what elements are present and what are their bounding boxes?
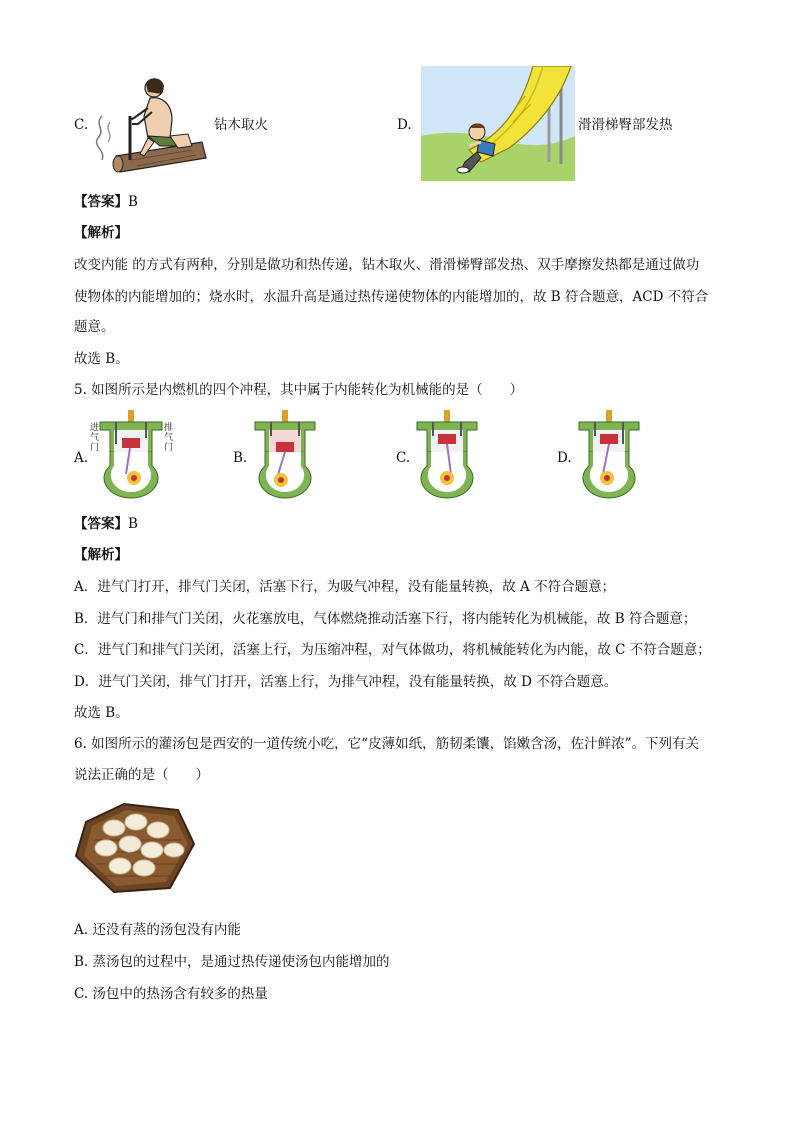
q6-option-c: C. 汤包中的热汤含有较多的热量 — [74, 986, 268, 1002]
q4-answer — [74, 193, 138, 211]
q4-analysis-line: 题意。 — [74, 319, 115, 335]
q4-analysis-line: 使物体的内能增加的；烧水时，水温升高是通过热传递使物体的内能增加的，故 B 符合题意，ACD 不符合 — [74, 289, 709, 305]
q5-option-d-letter: D. — [557, 450, 572, 466]
svg-text:气: 气 — [90, 432, 100, 442]
q4-analysis-tag: 【解析】 — [74, 225, 128, 241]
engine-diagram-a — [86, 408, 176, 500]
intake-label: 进 — [90, 422, 100, 432]
q5-analysis-line: D．进气门关闭，排气门打开，活塞上行，为排气冲程，没有能量转换，故 D 不符合题意。 — [74, 674, 618, 690]
answer-tag: 【答案】 — [74, 194, 128, 210]
q5-option-a-letter: A. — [74, 450, 89, 466]
drilling-fire-illustration — [92, 76, 210, 176]
engine-diagram-d — [571, 408, 647, 500]
q6-option-b: B. 蒸汤包的过程中，是通过热传递使汤包内能增加的 — [74, 954, 390, 970]
q6-stem-line1: 6. 如图所示的灌汤包是西安的一道传统小吃，它“皮薄如纸，筋韧柔馕，馅嫩含汤，佐汁鲜浓”。下列有关 — [74, 736, 699, 752]
q4-analysis-line: 改变内能 的方式有两种，分别是做功和热传递，钻木取火、滑滑梯臀部发热、双手摩擦发热都是通过做功 — [74, 257, 700, 273]
q5-answer — [74, 515, 138, 533]
engine-diagram-c — [409, 408, 485, 500]
q5-option-b-letter: B. — [233, 450, 248, 466]
engine-diagram-b — [247, 408, 323, 500]
q5-valve-labels — [86, 408, 87, 409]
q6-stem-line2: 说法正确的是（ ） — [74, 767, 209, 783]
answer-value: B — [128, 194, 138, 210]
svg-text:气: 气 — [164, 432, 174, 442]
q5-analysis-tag: 【解析】 — [74, 547, 128, 563]
q5-analysis-line: C．进气门和排气门关闭，活塞上行，为压缩冲程，对气体做功，将机械能转化为内能，故 C 不符合题意； — [74, 642, 711, 658]
q5-analysis-line: A．进气门打开，排气门关闭，活塞下行，为吸气冲程，没有能量转换，故 A 不符合题意； — [74, 579, 616, 595]
q4-conclusion: 故选 B。 — [74, 351, 129, 367]
answer-tag: 【答案】 — [74, 516, 128, 532]
q5-stem: 5. 如图所示是内燃机的四个冲程，其中属于内能转化为机械能的是（ ） — [74, 382, 524, 398]
svg-text:门: 门 — [90, 442, 100, 452]
slide-illustration — [421, 66, 575, 181]
q4-option-c-text: 钻木取火 — [214, 117, 268, 133]
exhaust-label: 排 — [164, 422, 174, 432]
q5-conclusion: 故选 B。 — [74, 705, 129, 721]
q4-option-d-letter: D. — [397, 117, 412, 133]
soup-dumplings-photo — [74, 800, 196, 894]
answer-value: B — [128, 516, 138, 532]
q5-option-c-letter: C. — [396, 450, 411, 466]
q5-analysis-line: B．进气门和排气门关闭，火花塞放电，气体燃烧推动活塞下行，将内能转化为机械能，故 B 符合题意； — [74, 611, 697, 627]
svg-text:门: 门 — [164, 442, 174, 452]
q4-option-c-letter: C. — [74, 117, 89, 133]
q4-option-d-text: 滑滑梯臀部发热 — [578, 117, 673, 133]
q6-option-a: A. 还没有蒸的汤包没有内能 — [74, 922, 241, 938]
